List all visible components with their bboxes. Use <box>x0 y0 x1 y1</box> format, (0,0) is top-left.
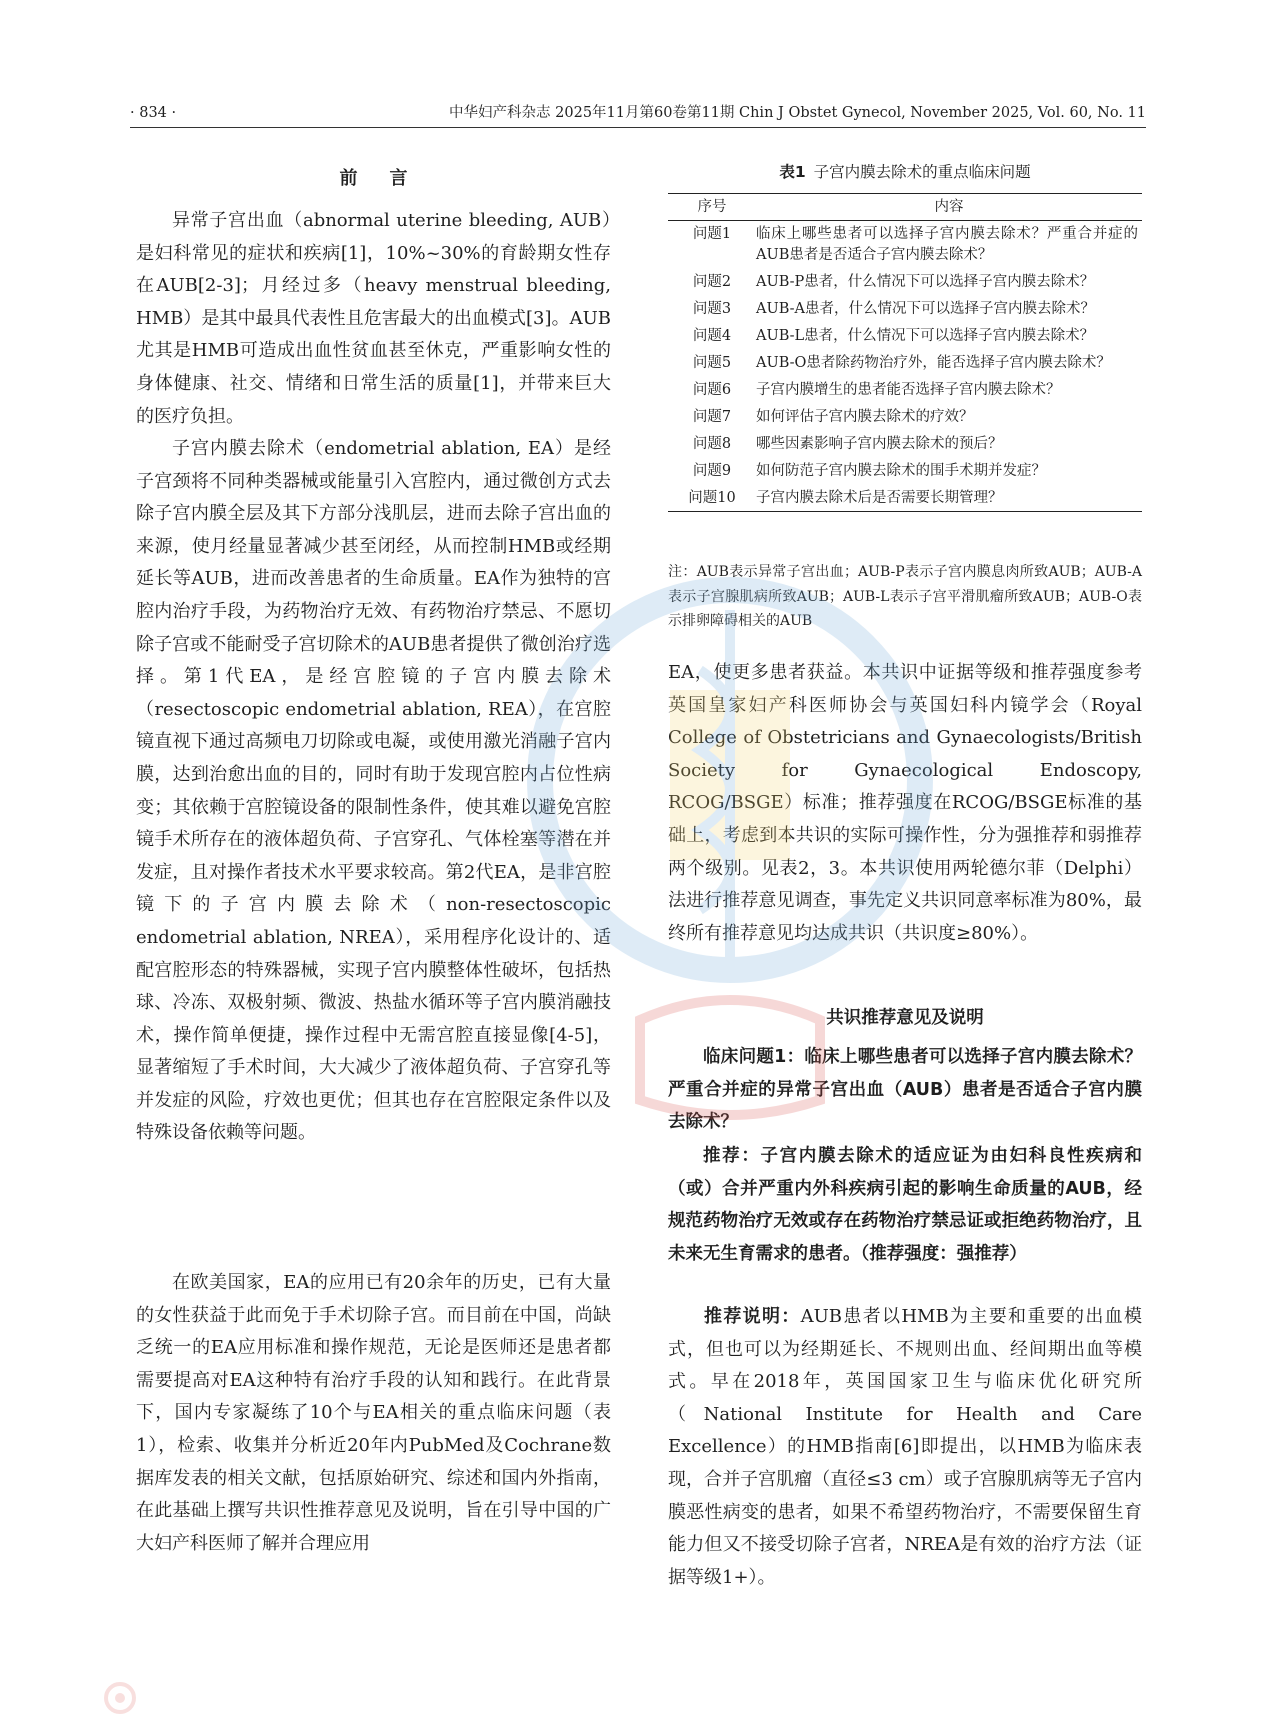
flower-icon <box>100 1680 140 1716</box>
row-no: 问题8 <box>692 435 732 452</box>
table-row <box>668 376 1142 403</box>
row-no: 问题3 <box>692 300 732 317</box>
table-row <box>668 268 1142 295</box>
row-no: 问题2 <box>692 273 732 290</box>
row-content: 子宫内膜去除术后是否需要长期管理？ <box>756 484 1142 512</box>
recommendation: 推荐：子宫内膜去除术的适应证为由妇科良性疾病和（或）合并严重内外科疾病引起的影响生命质量的AUB，经规范药物治疗无效或存在药物治疗禁忌证或拒绝药物治疗，且未来无生育需求的患者。（推荐强度：强推荐） <box>668 1146 1142 1264</box>
table-row <box>668 403 1142 430</box>
table-row <box>668 322 1142 349</box>
table-row <box>668 484 1142 512</box>
row-no: 问题5 <box>692 354 732 371</box>
row-content: 临床上哪些患者可以选择子宫内膜去除术？严重合并症的AUB患者是否适合子宫内膜去除术？ <box>756 226 1138 263</box>
row-no: 问题7 <box>692 408 732 425</box>
section-subhead: 共识推荐意见及说明 <box>826 1008 984 1028</box>
row-no: 问题9 <box>692 462 732 479</box>
table-header-content: 内容 <box>756 194 1142 221</box>
row-content: AUB-L患者，什么情况下可以选择子宫内膜去除术？ <box>756 327 1095 344</box>
table-caption <box>668 161 1142 183</box>
row-content: AUB-O患者除药物治疗外，能否选择子宫内膜去除术？ <box>756 354 1111 371</box>
journal-citation: 中华妇产科杂志 2025年11月第60卷第11期 Chin J Obstet Gynecol, November 2025, Vol. 60, No. 11 <box>449 105 1146 121</box>
running-header <box>130 103 1146 128</box>
clinical-questions-table <box>668 193 1142 512</box>
table-note: 注：AUB表示异常子宫出血；AUB-P表示子宫内膜息肉所致AUB；AUB-A表示子宫腺肌病所致AUB；AUB-L表示子宫平滑肌瘤所致AUB；AUB-O表示排卵障碍相关的AUB <box>668 564 1142 629</box>
intro-paragraph-2: 子宫内膜去除术（endometrial ablation, EA）是经子宫颈将不同种类器械或能量引入宫腔内，通过微创方式去除子宫内膜全层及其下方部分浅肌层，进而去除子宫出血的来源，使月经量显著减少甚至闭经，从而控制HMB或经期延长等AUB，进而改善患者的生命质量。EA作为独特的宫腔内治疗手段，为药物治疗无效、有药物治疗禁忌、不愿切除子宫或不能耐受子宫切除术的AUB患者提供了微创治疗选择。第1代EA，是经宫腔镜的子宫内膜去除术（resectoscopic endometrial ablation, REA），在宫腔镜直视下通过高频电刀切除或电凝，或使用激光消融子宫内膜，达到治愈出血的目的，同时有助于发现宫腔内占位性病变；其依赖于宫腔镜设备的限制性条件，使其难以避免宫腔镜手术所存在的液体超负荷、子宫穿孔、气体栓塞等潜在并发症，且对操作者技术水平要求较高。第2代EA，是非宫腔镜下的子宫内膜去除术（non-resectoscopic endometrial ablation, NREA），采用程序化设计的、适配宫腔形态的特殊器械，实现子宫内膜整体性破坏，包括热球、冷冻、双极射频、微波、热盐水循环等子宫内膜消融技术，操作简单便捷，操作过程中无需宫腔直接显像[4-5]，显著缩短了手术时间，大大减少了液体超负荷、子宫穿孔等并发症的风险，疗效也更优；但其也存在宫腔限定条件以及特殊设备依赖等问题。 <box>136 438 611 1144</box>
table-title: 子宫内膜去除术的重点临床问题 <box>813 163 1031 181</box>
intro-paragraph-1: 异常子宫出血（abnormal uterine bleeding, AUB）是妇科常见的症状和疾病[1]，10%~30%的育龄期女性存在AUB[2-3]；月经过多（heavy menstrual bleeding, HMB）是其中最具代表性且危害最大的出血模式[3]。AUB尤其是HMB可造成出血性贫血甚至休克，严重影响女性的身体健康、社交、情绪和日常生活的质量[1]，并带来巨大的医疗负担。 <box>136 210 611 427</box>
table-row <box>668 430 1142 457</box>
row-content: 子宫内膜增生的患者能否选择子宫内膜去除术？ <box>756 381 1061 398</box>
table-row <box>668 457 1142 484</box>
recommendation-explanation <box>668 1301 1142 1594</box>
row-no: 问题1 <box>692 226 732 242</box>
section-title-preface: 前言 <box>339 168 440 189</box>
page-number: · 834 · <box>130 105 177 121</box>
row-no: 问题4 <box>692 327 732 344</box>
row-content: 如何防范子宫内膜去除术的围手术期并发症？ <box>756 462 1046 479</box>
table-label: 表1 <box>779 163 806 181</box>
watermark-publisher-logo <box>100 1680 620 1716</box>
clinical-question-1: 临床问题1：临床上哪些患者可以选择子宫内膜去除术？严重合并症的异常子宫出血（AUB）患者是否适合子宫内膜去除术？ <box>668 1047 1142 1133</box>
explanation-text: AUB患者以HMB为主要和重要的出血模式，但也可以为经期延长、不规则出血、经间期出血等模式。早在2018年，英国国家卫生与临床优化研究所（National Institute for Health and Care Excellence）的HMB指南[6]即提出，以HMB为临床表现，合并子宫肌瘤（直径≤3 cm）或子宫腺肌病等无子宫内膜恶性病变的患者，如果不希望药物治疗，不需要保留生育能力但又不接受切除子宫者，NREA是有效的治疗方法（证据等级1+）。 <box>668 1306 1142 1588</box>
table-row <box>668 220 1142 268</box>
row-no: 问题6 <box>692 381 732 398</box>
row-content: AUB-A患者，什么情况下可以选择子宫内膜去除术？ <box>756 300 1095 317</box>
intro-paragraph-3: 在欧美国家，EA的应用已有20余年的历史，已有大量的女性获益于此而免于手术切除子宫。而目前在中国，尚缺乏统一的EA应用标准和操作规范，无论是医师还是患者都需要提高对EA这种特有治疗手段的认知和践行。在此背景下，国内专家凝练了10个与EA相关的重点临床问题（表1），检索、收集并分析近20年内PubMed及Cochrane数据库发表的相关文献，包括原始研究、综述和国内外指南，在此基础上撰写共识性推荐意见及说明，旨在引导中国的广大妇产科医师了解并合理应用 <box>136 1272 611 1554</box>
row-content: 哪些因素影响子宫内膜去除术的预后？ <box>756 435 1003 452</box>
row-content: AUB-P患者，什么情况下可以选择子宫内膜去除术？ <box>756 273 1095 290</box>
table-row <box>668 349 1142 376</box>
table-header-no: 序号 <box>668 194 756 221</box>
explanation-label: 推荐说明： <box>704 1306 801 1327</box>
continuation-paragraph: EA，使更多患者获益。本共识中证据等级和推荐强度参考英国皇家妇产科医师协会与英国妇科内镜学会（Royal College of Obstetricians and Gynaecologists/British Society for Gynaecological Endoscopy, RCOG/BSGE）标准；推荐强度在RCOG/BSGE标准的基础上，考虑到本共识的实际可操作性，分为强推荐和弱推荐两个级别。见表2，3。本共识使用两轮德尔菲（Delphi）法进行推荐意见调查，事先定义共识同意率标准为80%，最终所有推荐意见均达成共识（共识度≥80%）。 <box>668 662 1142 944</box>
row-content: 如何评估子宫内膜去除术的疗效？ <box>756 408 974 425</box>
row-no: 问题10 <box>668 484 756 512</box>
table-row <box>668 295 1142 322</box>
